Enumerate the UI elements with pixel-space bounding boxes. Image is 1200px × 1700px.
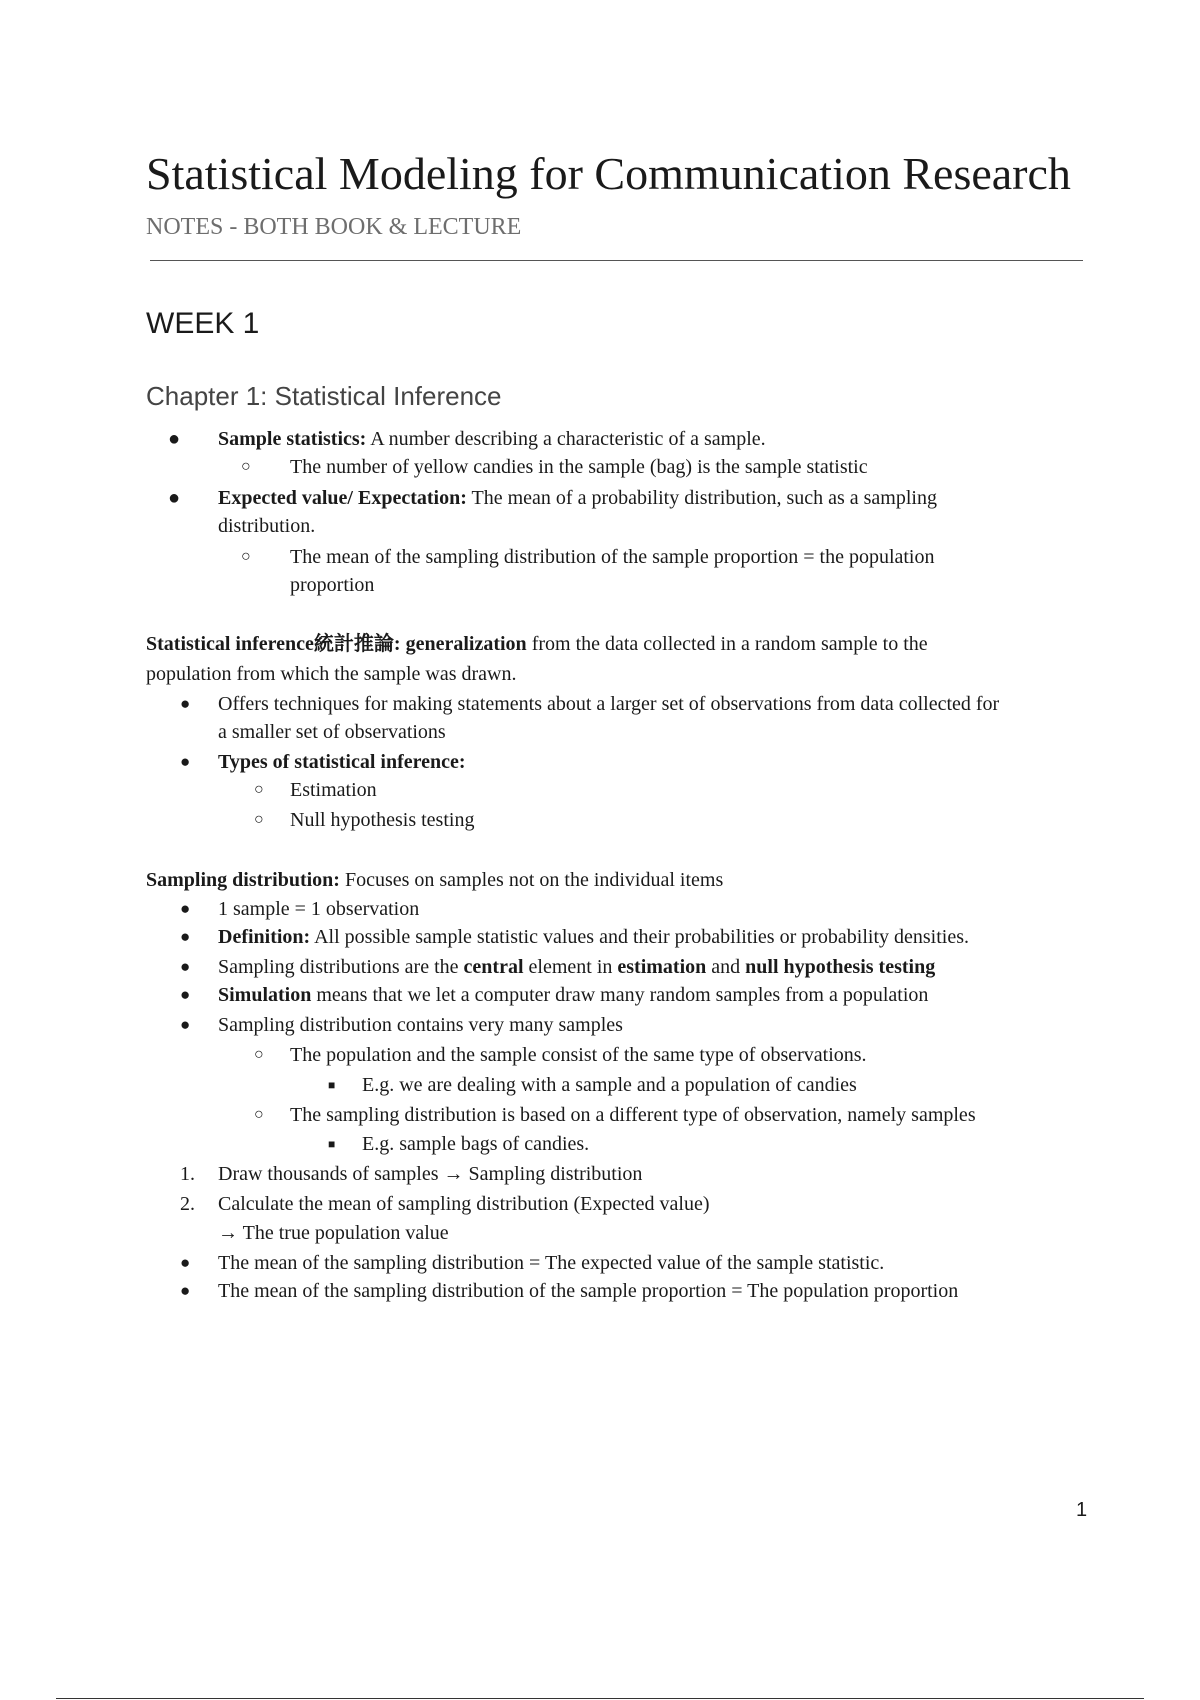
- sub-sub-list-item: E.g. sample bags of candies.: [362, 1133, 590, 1155]
- square-bullet-icon: ■: [328, 1137, 336, 1151]
- bullet-icon: ●: [180, 957, 191, 976]
- square-bullet-icon: ■: [328, 1078, 336, 1092]
- sub-list-item: The sampling distribution is based on a different type of observation, namely samples: [290, 1104, 976, 1126]
- chapter-heading: Chapter 1: Statistical Inference: [146, 381, 502, 411]
- term-label: Sampling distribution:: [146, 869, 340, 891]
- list-number: 2.: [180, 1193, 195, 1215]
- term-label: Types of statistical inference:: [218, 751, 466, 773]
- circle-bullet-icon: ○: [254, 781, 264, 798]
- circle-bullet-icon: ○: [254, 1106, 264, 1123]
- list-item-definition: [218, 923, 969, 951]
- numbered-item-continuation: → The true population value: [218, 1222, 449, 1244]
- paragraph-sampling-distribution: [146, 866, 723, 894]
- list-item-continuation: a smaller set of observations: [218, 721, 446, 743]
- definition-text: from the data collected in a random sample to the: [526, 633, 928, 655]
- numbered-item: Draw thousands of samples → Sampling distribution: [218, 1163, 643, 1185]
- definition-text: means that we let a computer draw many random samples from a population: [311, 984, 929, 1006]
- list-item: 1 sample = 1 observation: [218, 898, 420, 920]
- term-label: Simulation: [218, 984, 312, 1006]
- list-number: 1.: [180, 1163, 195, 1185]
- circle-bullet-icon: ○: [241, 458, 251, 475]
- definition-text: A number describing a characteristic of a sample.: [366, 428, 766, 450]
- text-run: element in: [523, 956, 618, 978]
- bullet-icon: ●: [180, 927, 191, 946]
- bullet-icon: ●: [180, 899, 191, 918]
- document-subtitle: NOTES - BOTH BOOK & LECTURE: [146, 214, 522, 240]
- bullet-icon: ●: [180, 1253, 191, 1272]
- bullet-icon: ●: [180, 1015, 191, 1034]
- numbered-item: Calculate the mean of sampling distribution (Expected value): [218, 1193, 710, 1215]
- term-label: Expected value/ Expectation:: [218, 487, 467, 509]
- sub-list-item-continuation: proportion: [290, 574, 375, 596]
- paragraph-continuation: population from which the sample was drawn.: [146, 663, 517, 685]
- sub-list-item: Null hypothesis testing: [290, 809, 475, 831]
- bullet-icon: ●: [168, 487, 181, 509]
- bullet-icon: ●: [180, 1281, 191, 1300]
- definition-text: Focuses on samples not on the individual items: [339, 869, 724, 891]
- sub-list-item: The number of yellow candies in the sample (bag) is the sample statistic: [290, 456, 868, 478]
- emphasis-text: estimation: [617, 956, 707, 978]
- paragraph-statistical-inference: [146, 630, 928, 658]
- emphasis-text: generalization: [405, 633, 527, 655]
- definition-text: The mean of a probability distribution, such as a sampling: [466, 487, 937, 509]
- emphasis-text: null hypothesis testing: [745, 956, 936, 978]
- term-label: Statistical inference統計推論:: [146, 633, 401, 655]
- list-item-central-element: [218, 953, 935, 981]
- term-label: Sample statistics:: [218, 428, 367, 450]
- list-item: The mean of the sampling distribution = The expected value of the sample statistic.: [218, 1252, 885, 1274]
- list-item-sample-statistics: [218, 425, 766, 453]
- list-item: Offers techniques for making statements about a larger set of observations from data collected for: [218, 693, 1000, 715]
- circle-bullet-icon: ○: [241, 548, 251, 565]
- list-item: Sampling distribution contains very many samples: [218, 1014, 623, 1036]
- circle-bullet-icon: ○: [254, 1046, 264, 1063]
- bullet-icon: ●: [180, 985, 191, 1004]
- emphasis-text: central: [463, 956, 524, 978]
- sub-list-item: The mean of the sampling distribution of the sample proportion = the population: [290, 546, 935, 568]
- page-number: 1: [1076, 1499, 1088, 1521]
- week-heading: WEEK 1: [146, 307, 260, 340]
- bullet-icon: ●: [180, 694, 191, 713]
- list-item-expected-value: [218, 484, 937, 512]
- sub-list-item: The population and the sample consist of the same type of observations.: [290, 1044, 867, 1066]
- list-item-simulation: [218, 981, 928, 1009]
- bullet-icon: ●: [180, 752, 191, 771]
- list-item-continuation: distribution.: [218, 515, 316, 537]
- term-label: Definition:: [218, 926, 311, 948]
- document-title: Statistical Modeling for Communication Research: [146, 148, 1071, 199]
- text-run: and: [706, 956, 746, 978]
- sub-sub-list-item: E.g. we are dealing with a sample and a population of candies: [362, 1074, 857, 1096]
- title-divider: [150, 260, 1083, 261]
- list-item: The mean of the sampling distribution of the sample proportion = The population proportion: [218, 1280, 959, 1302]
- definition-text: All possible sample statistic values and their probabilities or probability densities.: [310, 926, 969, 948]
- circle-bullet-icon: ○: [254, 811, 264, 828]
- list-item-types: [218, 748, 466, 776]
- bullet-icon: ●: [168, 428, 181, 450]
- footer-divider: [56, 1698, 1144, 1699]
- text-run: Sampling distributions are the: [218, 956, 464, 978]
- sub-list-item: Estimation: [290, 779, 377, 801]
